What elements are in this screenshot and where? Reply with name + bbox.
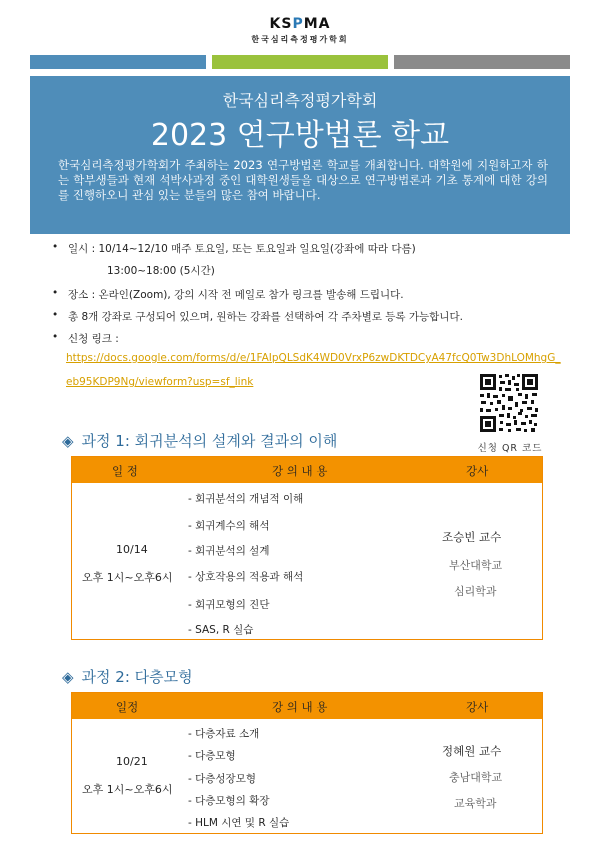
- course2-item: - 다층자료 소개: [188, 728, 260, 740]
- course2-department: 교육학과: [454, 797, 497, 810]
- header-schedule: 일정: [116, 700, 139, 714]
- header-schedule: 일 정: [112, 464, 138, 478]
- course1-item: - 상호작용의 적용과 해석: [188, 571, 304, 583]
- bullet-icon: •: [52, 309, 59, 321]
- blue-bar: [30, 55, 206, 69]
- course2-time: 오후 1시~오후6시: [82, 783, 173, 796]
- banner-description: 한국심리측정평가학회가 주최하는 2023 연구방법론 학교를 개최합니다. 대학원에 지원하고자 하는 학부생들과 현재 석박사과정 중인 대학원생들을 대상으로 연구방법론과 기초 통계에 대한 강의를 진행하오니 관심 있는 분들의 많은 참여 바랍니다.: [58, 158, 548, 202]
- logo-subtitle: 한국심리측정평가학회: [251, 35, 349, 44]
- course2-item: - HLM 시연 및 R 실습: [188, 817, 290, 829]
- course2-item: - 다층성장모형: [188, 773, 256, 785]
- diamond-bullet-icon: ◈: [62, 668, 74, 686]
- decorative-color-bars: [30, 55, 570, 69]
- course2-date: 10/21: [116, 755, 148, 768]
- course2-table: [71, 692, 543, 834]
- course1-item: - 회귀분석의 설계: [188, 545, 270, 557]
- title-banner: [30, 76, 570, 234]
- course1-instructor: 조승빈 교수: [442, 530, 502, 544]
- course1-department: 심리학과: [454, 585, 497, 598]
- green-bar: [212, 55, 388, 69]
- course2-university: 충남대학교: [449, 771, 503, 784]
- bullet-icon: •: [52, 331, 59, 343]
- logo-wordmark: KSPMA: [269, 16, 331, 32]
- qr-code-label: 신청 QR 코드: [477, 443, 543, 454]
- course1-item: - 회귀계수의 해석: [188, 520, 270, 532]
- header-instructor: 강사: [466, 700, 489, 714]
- header-content: 강 의 내 용: [272, 464, 328, 478]
- apply-link-line2[interactable]: eb95KDP9Ng/viewform?usp=sf_link: [66, 376, 254, 388]
- apply-link-line1[interactable]: https://docs.google.com/forms/d/e/1FAIpQLSdK4WD0VrxP6zwDKTDCyA47fcQ0Tw3DhLOMhgG_: [66, 352, 561, 364]
- header-instructor: 강사: [466, 464, 489, 478]
- bullet-icon: •: [52, 287, 59, 299]
- banner-subtitle: 한국심리측정평가학회: [222, 91, 378, 110]
- course1-table-header: [72, 457, 542, 483]
- header-content: 강 의 내 용: [272, 700, 328, 714]
- course1-item: - SAS, R 실습: [188, 624, 254, 636]
- course1-date: 10/14: [116, 543, 148, 556]
- society-logo: [0, 16, 600, 45]
- course2-table-header: [72, 693, 542, 719]
- qr-code-icon[interactable]: [478, 372, 540, 434]
- course2-instructor: 정혜원 교수: [442, 744, 502, 758]
- course1-university: 부산대학교: [449, 559, 503, 572]
- course1-item: - 회귀분석의 개념적 이해: [188, 493, 304, 505]
- page-title: 2023 연구방법론 학교: [150, 118, 450, 153]
- bullet-icon: •: [52, 241, 59, 253]
- course1-time: 오후 1시~오후6시: [82, 571, 173, 584]
- course2-item: - 다층모형의 확장: [188, 795, 270, 807]
- course2-title: ◈ 과정 2: 다층모형: [62, 668, 193, 686]
- course1-table: [71, 456, 543, 640]
- gray-bar: [394, 55, 570, 69]
- diamond-bullet-icon: ◈: [62, 432, 74, 450]
- course2-item: - 다층모형: [188, 750, 236, 762]
- course1-title: ◈ 과정 1: 회귀분석의 설계와 결과의 이해: [62, 432, 338, 450]
- course1-item: - 회귀모형의 진단: [188, 599, 270, 611]
